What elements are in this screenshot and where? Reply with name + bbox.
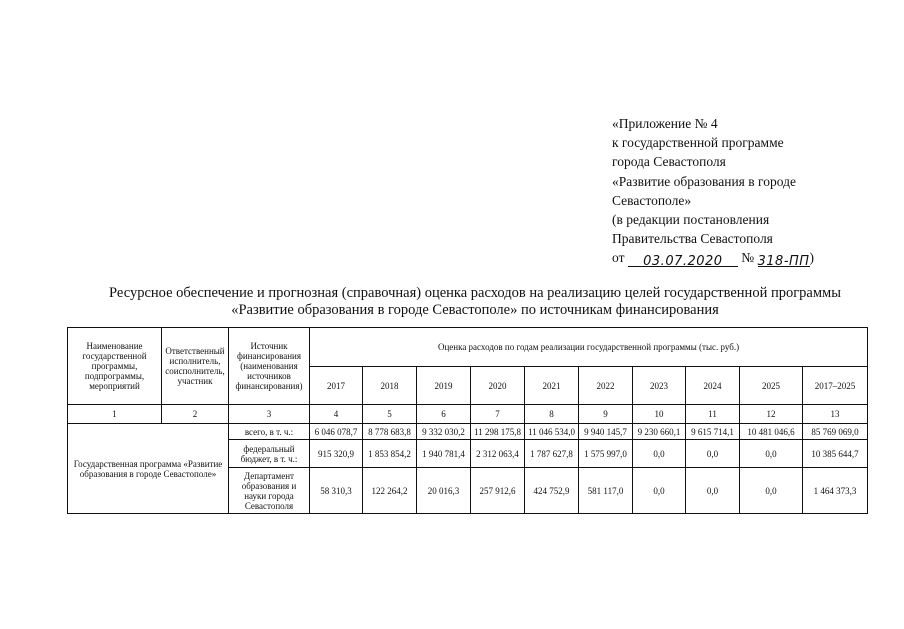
source-cell: всего, в т. ч.: bbox=[229, 424, 310, 440]
value-cell: 1 940 781,4 bbox=[417, 440, 471, 468]
table-row bbox=[68, 424, 868, 440]
value-cell: 10 481 046,6 bbox=[740, 424, 803, 440]
header-estimate: Оценка расходов по годам реализации государственной программы (тыс. руб.) bbox=[310, 328, 868, 367]
header-source: Источник финансирования (наименования источников финансирования) bbox=[229, 328, 310, 405]
header-year: 2020 bbox=[471, 367, 525, 405]
value-cell: 1 787 627,8 bbox=[525, 440, 579, 468]
value-cell: 122 264,2 bbox=[363, 468, 417, 514]
value-cell: 0,0 bbox=[740, 440, 803, 468]
handwritten-number: 318-ПП bbox=[757, 254, 810, 270]
header-executor: Ответственный исполнитель, соисполнитель, участник bbox=[162, 328, 229, 405]
value-cell: 424 752,9 bbox=[525, 468, 579, 514]
appendix-date-line bbox=[612, 248, 814, 270]
value-cell: 257 912,6 bbox=[471, 468, 525, 514]
value-cell: 10 385 644,7 bbox=[803, 440, 868, 468]
value-cell: 11 298 175,8 bbox=[471, 424, 525, 440]
appendix-line: города Севастополя bbox=[612, 154, 726, 170]
header-year: 2022 bbox=[579, 367, 633, 405]
value-cell: 11 046 534,0 bbox=[525, 424, 579, 440]
close-paren: ) bbox=[809, 250, 814, 266]
index-row bbox=[68, 405, 868, 424]
value-cell: 85 769 069,0 bbox=[803, 424, 868, 440]
from-label: от bbox=[612, 250, 625, 266]
value-cell: 9 230 660,1 bbox=[633, 424, 686, 440]
handwritten-date: 03.07.2020 bbox=[643, 254, 723, 270]
index-cell: 9 bbox=[579, 405, 633, 424]
index-cell: 11 bbox=[686, 405, 740, 424]
value-cell: 0,0 bbox=[740, 468, 803, 514]
value-cell: 1 853 854,2 bbox=[363, 440, 417, 468]
value-cell: 9 940 145,7 bbox=[579, 424, 633, 440]
index-cell: 7 bbox=[471, 405, 525, 424]
title-line-1: Ресурсное обеспечение и прогнозная (справочная) оценка расходов на реализацию целей государственной программы bbox=[109, 285, 841, 301]
index-cell: 8 bbox=[525, 405, 579, 424]
header-year: 2024 bbox=[686, 367, 740, 405]
date-field bbox=[628, 251, 738, 270]
header-year-total: 2017–2025 bbox=[803, 367, 868, 405]
resource-table bbox=[67, 327, 868, 514]
appendix-line: к государственной программе bbox=[612, 135, 784, 151]
value-cell: 20 016,3 bbox=[417, 468, 471, 514]
value-cell: 2 312 063,4 bbox=[471, 440, 525, 468]
value-cell: 58 310,3 bbox=[310, 468, 363, 514]
index-cell: 1 bbox=[68, 405, 162, 424]
appendix-line: Севастополе» bbox=[612, 192, 692, 208]
value-cell: 581 117,0 bbox=[579, 468, 633, 514]
value-cell: 0,0 bbox=[633, 468, 686, 514]
source-cell: Департамент образования и науки города Севастополя bbox=[229, 468, 310, 514]
number-field bbox=[757, 251, 810, 270]
appendix-line: Правительства Севастополя bbox=[612, 231, 773, 247]
document-title bbox=[60, 285, 890, 319]
appendix-line: «Приложение № 4 bbox=[612, 116, 718, 131]
value-cell: 1 464 373,3 bbox=[803, 468, 868, 514]
value-cell: 9 615 714,1 bbox=[686, 424, 740, 440]
program-name: Государственная программа «Развитие образования в городе Севастополе» bbox=[68, 424, 229, 514]
index-cell: 12 bbox=[740, 405, 803, 424]
index-cell: 4 bbox=[310, 405, 363, 424]
value-cell: 8 778 683,8 bbox=[363, 424, 417, 440]
index-cell: 5 bbox=[363, 405, 417, 424]
number-label: № bbox=[741, 250, 755, 266]
index-cell: 6 bbox=[417, 405, 471, 424]
value-cell: 9 332 030,2 bbox=[417, 424, 471, 440]
header-name: Наименование государственной программы, подпрограммы, мероприятий bbox=[68, 328, 162, 405]
appendix-line: (в редакции постановления bbox=[612, 212, 770, 228]
header-year: 2019 bbox=[417, 367, 471, 405]
value-cell: 6 046 078,7 bbox=[310, 424, 363, 440]
header-year: 2021 bbox=[525, 367, 579, 405]
header-year: 2023 bbox=[633, 367, 686, 405]
value-cell: 0,0 bbox=[633, 440, 686, 468]
value-cell: 0,0 bbox=[686, 440, 740, 468]
header-year: 2017 bbox=[310, 367, 363, 405]
appendix-line: «Развитие образования в городе bbox=[612, 173, 796, 189]
value-cell: 0,0 bbox=[686, 468, 740, 514]
header-year: 2025 bbox=[740, 367, 803, 405]
value-cell: 915 320,9 bbox=[310, 440, 363, 468]
value-cell: 1 575 997,0 bbox=[579, 440, 633, 468]
index-cell: 3 bbox=[229, 405, 310, 424]
header-year: 2018 bbox=[363, 367, 417, 405]
source-cell: федеральный бюджет, в т. ч.: bbox=[229, 440, 310, 468]
index-cell: 10 bbox=[633, 405, 686, 424]
index-cell: 2 bbox=[162, 405, 229, 424]
appendix-note bbox=[612, 114, 814, 268]
title-line-2: «Развитие образования в городе Севастополе» по источникам финансирования bbox=[231, 302, 719, 318]
index-cell: 13 bbox=[803, 405, 868, 424]
